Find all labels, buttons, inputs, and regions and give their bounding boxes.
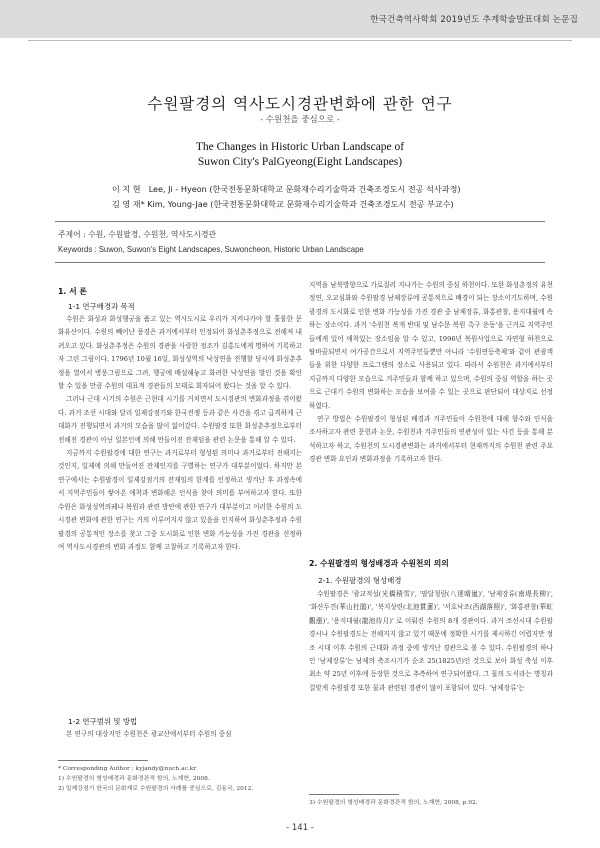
- paragraph: 지금까지 수원팔경에 대한 연구는 과거로부터 형성된 의미나 과거로부터 전해지는 것인지, 일제에 의해 만들어진 잔재인지를 구별하는 연구가 대부분이었다. 하지만 본 연구에서는 수원팔경이 일제강점기의 잔재임의 한계를 인정하고 생겨난 후 과정속에서 지역주민들이 쌓아온 애착과 변화해온 인식을 찾아 의미를 부여하고자 한다. 또한 수원은 화성성역의궤나 복원과 관련 방안에 관한 연구가 대부분이고 이러한 수원의 도시경관 변화에 관한 연구는 거의 이루어지지 않고 있음을 인지하여 화성춘추정과 수원팔경의 공통적인 장소를 찾고 그중 도시화로 인한 변화 가능성을 가진 경관을 선정하여 역사도시경관의 변화 과정도 함께 고찰하고 기록하고자 한다.: [58, 449, 302, 551]
- footnote: * Corresponding Author : kyjandy@nuch.ac.kr: [58, 766, 197, 772]
- footnote: 3) 수원팔경의 형성배경과 문화경관적 함의, 노재현, 2008, p.92.: [309, 800, 478, 806]
- paper-subtitle: - 수원천을 중심으로 -: [260, 115, 340, 125]
- english-title-line1: The Changes in Historic Urban Landscape of: [195, 141, 405, 153]
- keywords-box: [55, 221, 545, 263]
- left-column-body-2: [58, 728, 302, 741]
- paragraph: 본 연구의 대상지인 수원천은 광교산에서부터 수원의 중심: [66, 730, 232, 738]
- page-number: - 141 -: [286, 823, 314, 833]
- section-heading-1: 1. 서 론: [58, 287, 87, 296]
- subsection-heading-1-2: 1-2 연구범위 및 방법: [68, 717, 138, 726]
- footnote-rule-left: [58, 760, 148, 761]
- keywords-korean: 주제어 : 수원, 수원팔경, 수원천, 역사도시경관: [58, 230, 217, 239]
- paper-title: 수원팔경의 역사도시경관변화에 관한 연구: [147, 95, 453, 113]
- paragraph: 연구 방법은 수원팔경이 형성된 배경과 겨주민들이 수원천에 대해 향수와 인식을 조사하고자 관련 문헌과 논문, 수원천과 겨주민들의 연관성이 있는 사건 등을 통해 분석하고자 하고, 수원천의 도시경관변화는 과거에서부터 현재까지의 수원천 관련 주요 경관 변화 요인과 변화과정을 기록하고자 한다.: [309, 415, 553, 464]
- paragraph: 수원팔경은 '광교적설(光橋積雪)', '팔달청람(八達晴嵐)', '남제장류(南堤長柳)', '화산두견(華山杜鵑)', '북지상련(北池賞蓮)', '서호낙조(西湖落照)', '화홍관창(華虹觀漲)', '용지대월(龍池待月)' 로 이뤄진 수원의 8개 경관이다. 과거 조선시대 수원팔경시나 수원팔경도는 전해지지 않고 있기 때문에 정확한 시기를 제시하긴 어렵지만 정조 시대 이후 수원의 근대화 과정 중에 생겨난 경관으로 볼 수 있다. 수원팔경의 하나인 '남제장류'는 남제의 축조시기가 순조 25(1825년)인 것으로 보아 화성 축성 이후 최소 약 25년 이후에 등장한 것으로 추측하여 연구되어왔다. 그 물의 도식라는 명칭과 걸맞게 수원팔경 또한 물과 관련된 경관이 많이 포함되어 있다. '남제장류'는: [309, 590, 553, 692]
- subsection-heading-2-1: 2-1. 수원팔경의 형성배경: [318, 576, 402, 585]
- english-title-line2: Suwon City's PalGyeong(Eight Landscapes): [197, 156, 403, 168]
- author-2: 김 영 재* Kim, Young-Jae (한국전통문화대학교 문화재수리기술학과 건축조경도시 전공 부교수): [112, 199, 454, 209]
- footnote-rule-right: [309, 794, 399, 795]
- paragraph: 그러나 근대 시기의 수원은 근현대 시기를 거치면서 도시경관의 변화과정을 겪어왔다. 과거 조선 시대와 달리 일제강점기와 한국전쟁 등과 같은 사건을 겪고 급격하게 근대화가 진행되면서 과거의 모습을 많이 잃어갔다. 수원팔경 또한 화성춘추정으로부터 전해진 경관이 아닌 일본인에 의해 만들어진 잔재임을 관련 논문을 통해 알 수 있다.: [58, 395, 302, 444]
- journal-header: 한국건축역사학회 2019년도 추계학술발표대회 논문집: [370, 15, 578, 25]
- left-column-body-1: [58, 313, 302, 554]
- author-1: 이 지 현 Lee, Ji - Hyeon (한국전통문화대학교 문화재수리기술학과 건축조경도시 전공 석사과정): [112, 184, 461, 194]
- footnote: 2) 일제강점기 한국의 문화재로 수원팔경의 사례를 중심으로, 김용국, 2012.: [58, 786, 254, 792]
- footnotes-left: [58, 764, 308, 794]
- paragraph: 수원은 화성과 화성행궁을 품고 있는 역사도시로 우리가 지켜나가야 할 훌륭한 문화유산이다. 수원의 빼어난 풍경은 과거에서부터 인정되어 화성춘추정으로 전해져 내려오고 있다. 화성춘추정은 수원의 경관을 사랑한 정조가 김홍도에게 명하여 기록하고자 그린 그림이다. 1796년 10월 16일, 화성성역의 낙성연을 진행할 당시에 화성춘추정을 열어서 병풍그림으로 그려, 행궁에 배설해놓고 화려한 낙성연을 벌인 것을 확인할 수 있을 만큼 수원의 대표적 경관들의 모태로 회자되어 왔다는 것을 알 수 있다.: [58, 315, 302, 391]
- keywords-english: Keywords : Suwon, Suwon's Eight Landscapes, Suwoncheon, Historic Urban Landscape: [58, 245, 364, 254]
- section-heading-2: 2. 수원팔경의 형성배경과 수원천의 의의: [309, 559, 449, 568]
- paragraph: 지역을 남북방향으로 가로질러 지나가는 수원의 중심 하천이다. 또한 화성춘정의 유천정연, 오교심화와 수원팔경 남제장류에 공통적으로 배경이 되는 장소이기도하며, 수원 광경의 도시화로 인한 변화 가능성을 가진 경관 중 남제장류, 화홍관창, 용지대월에 속하는 장소이다. 과거 '수원천 복개 반대 및 남수문 복원 촉구 운동'을 근거로 지역주민들에게 있어 애착있는 장소임을 알 수 있고, 1996년 복원사업으로 자연형 하천으로 탈바꿈되면서 여가공간으로서 지역주민들뿐만 아니라 '수원연등축제'와 같이 관광객들을 위한 다양한 프로그램의 장소로 사용되고 있다. 따라서 수원천은 과거에서부터 지금까지 다양한 모습으로 겨주민들과 함께 하고 있으며, 수원의 중심 역할을 하는 곳으로 근대기 수원의 변화하는 모습을 보여줄 수 있는 곳으로 판단되어 대상지로 선정하였다.: [309, 281, 553, 410]
- footnotes-right: [309, 798, 559, 808]
- footnote: 1) 수원팔경의 형성배경과 문화경관적 함의, 노재현, 2008.: [58, 776, 210, 782]
- subsection-heading-1-1: 1-1 연구배경과 목적: [68, 302, 135, 311]
- header-rule: [28, 40, 572, 41]
- right-column-body-2: [309, 588, 553, 695]
- right-column-body-1: [309, 279, 553, 467]
